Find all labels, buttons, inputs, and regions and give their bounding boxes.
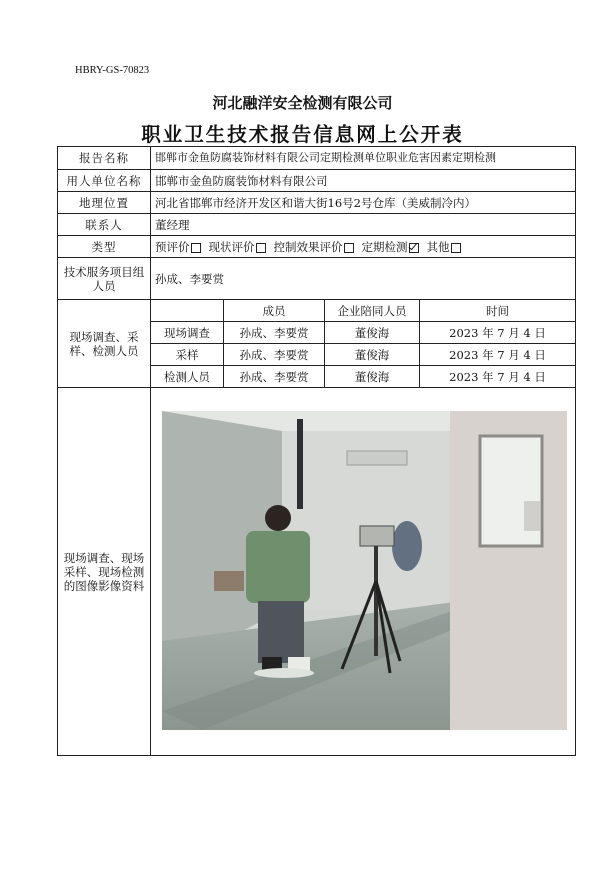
location-row (58, 192, 576, 214)
type-option-periodic-test (362, 240, 427, 254)
page-title: 职业卫生技术报告信息网上公开表 (141, 123, 464, 146)
staff-header-date: 时间 (420, 300, 576, 322)
checkbox-control-effect[interactable] (344, 243, 354, 253)
option-label: 控制效果评价 (273, 239, 343, 254)
staff-role: 现场调查 (151, 322, 224, 344)
option-label: 预评价 (155, 239, 190, 254)
staff-date: 2023 年 7 月 4 日 (420, 344, 576, 366)
staff-companion: 董俊海 (325, 322, 420, 344)
document-number: HBRY-GS-70823 (75, 65, 150, 76)
location-value: 河北省邯郸市经济开发区和谐大街16号2号仓库（美威制冷内） (151, 192, 576, 214)
checkbox-periodic-test[interactable] (409, 243, 419, 253)
option-label: 定期检测 (361, 239, 408, 254)
checkbox-status-evaluation[interactable] (256, 243, 266, 253)
staff-members: 孙成、李要赏 (224, 322, 325, 344)
location-label: 地理位置 (58, 192, 151, 214)
option-label: 现状评价 (208, 239, 255, 254)
company-name: 河北融洋安全检测有限公司 (212, 94, 393, 112)
disclosure-table (57, 146, 576, 756)
staff-members: 孙成、李要赏 (224, 366, 325, 388)
contact-label: 联系人 (58, 214, 151, 236)
staff-role: 采样 (151, 344, 224, 366)
staff-header-row (58, 300, 576, 322)
type-option-other (427, 240, 469, 254)
team-row (58, 258, 576, 300)
contact-row (58, 214, 576, 236)
staff-label: 现场调查、采样、检测人员 (58, 300, 151, 388)
images-row (58, 388, 576, 756)
images-cell (151, 388, 576, 756)
employer-value: 邯郸市金鱼防腐装饰材料有限公司 (151, 170, 576, 192)
site-photo (162, 411, 567, 730)
type-options (151, 236, 576, 258)
team-value: 孙成、李要赏 (151, 258, 576, 300)
contact-value: 董经理 (151, 214, 576, 236)
type-option-control-effect (274, 240, 362, 254)
report-name-row (58, 147, 576, 170)
staff-role: 检测人员 (151, 366, 224, 388)
type-label: 类型 (58, 236, 151, 258)
staff-header-members: 成员 (224, 300, 325, 322)
checkbox-pre-evaluation[interactable] (191, 243, 201, 253)
images-label: 现场调查、现场采样、现场检测的图像影像资料 (58, 388, 151, 756)
staff-header-companion: 企业陪同人员 (325, 300, 420, 322)
option-label: 其他 (426, 239, 450, 254)
employer-row (58, 170, 576, 192)
staff-members: 孙成、李要赏 (224, 344, 325, 366)
report-name-label: 报告名称 (58, 147, 151, 170)
staff-companion: 董俊海 (325, 344, 420, 366)
staff-header-role (151, 300, 224, 322)
type-option-status-evaluation (209, 240, 274, 254)
staff-date: 2023 年 7 月 4 日 (420, 322, 576, 344)
site-photo-image (162, 411, 567, 730)
report-name-value: 邯郸市金鱼防腐装饰材料有限公司定期检测单位职业危害因素定期检测 (151, 147, 576, 170)
type-option-pre-evaluation (155, 240, 209, 254)
staff-companion: 董俊海 (325, 366, 420, 388)
staff-date: 2023 年 7 月 4 日 (420, 366, 576, 388)
team-label: 技术服务项目组人员 (58, 258, 151, 300)
type-row (58, 236, 576, 258)
checkbox-other[interactable] (451, 243, 461, 253)
employer-label: 用人单位名称 (58, 170, 151, 192)
